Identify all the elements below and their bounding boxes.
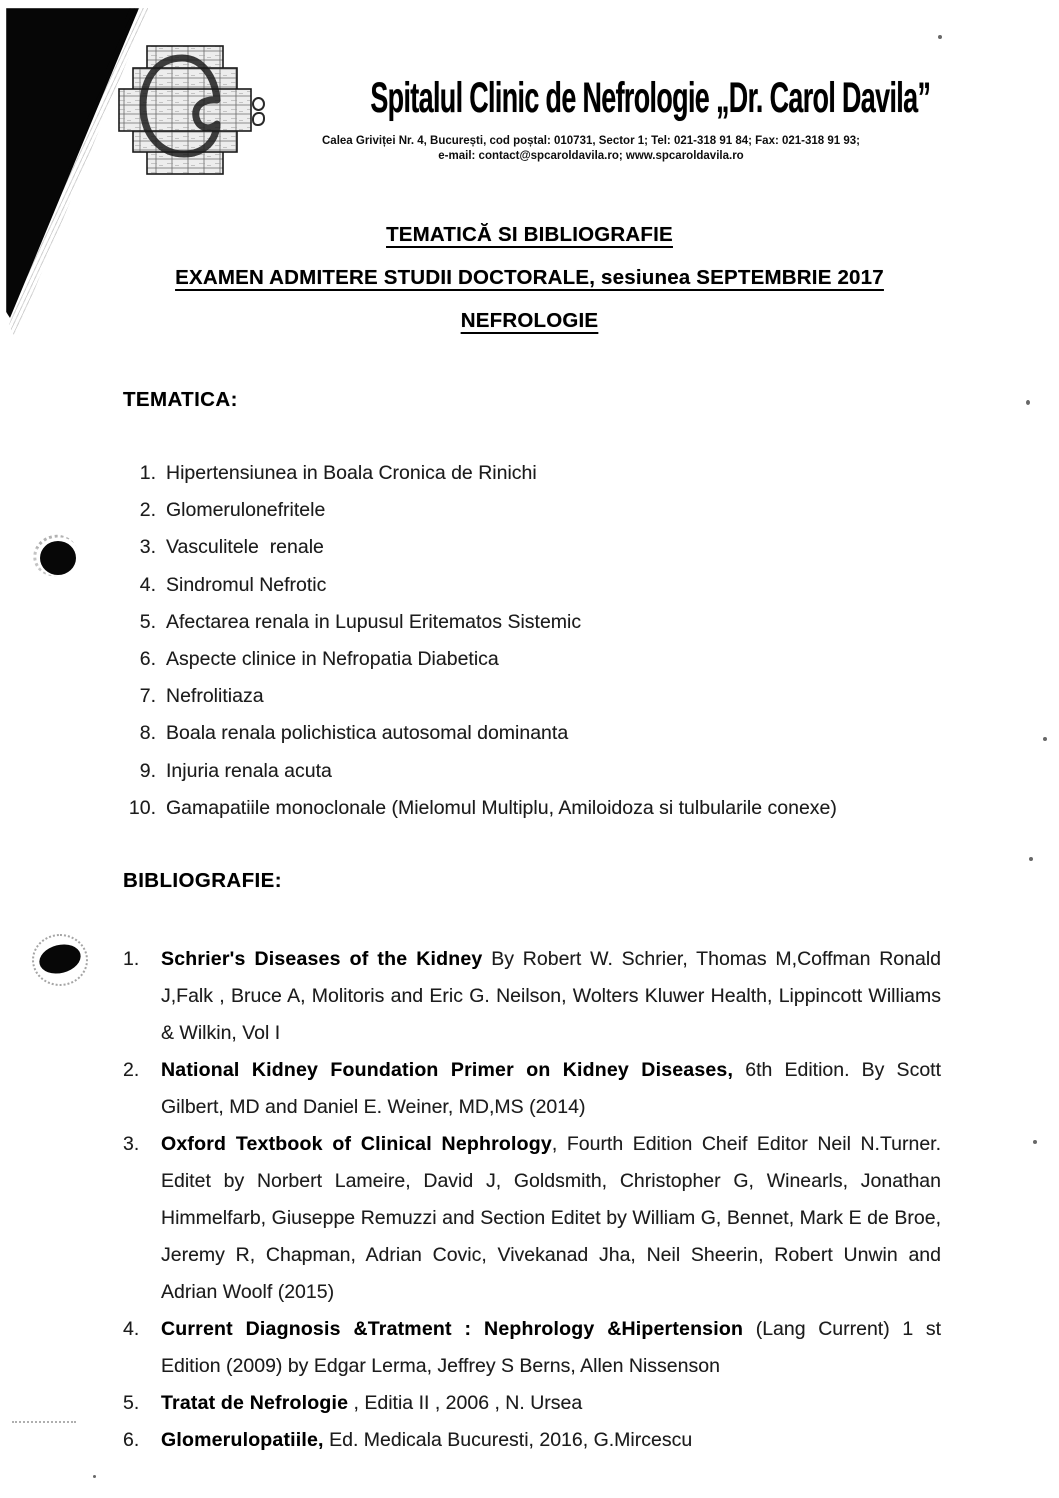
book-details: (Lang Current) 1 st Edition (2009) by Edgar Lerma, Jeffrey S Berns, Allen Nissenson bbox=[161, 1318, 941, 1377]
book-title: Glomerulopatiile, bbox=[161, 1429, 324, 1451]
item-number: 1. bbox=[123, 948, 140, 970]
ink-blot-artifact bbox=[32, 934, 88, 986]
address-line-1: Calea Griviței Nr. 4, București, cod poștal: 010731, Sector 1; Tel: 021-318 91 84; Fax: 021-318 91 93; bbox=[322, 135, 860, 147]
tematica-item bbox=[123, 609, 953, 646]
kidney-cross-icon bbox=[116, 42, 258, 178]
item-number: 4. bbox=[123, 1318, 140, 1340]
bibliografie-item bbox=[123, 1126, 941, 1311]
bibliografie-item bbox=[123, 1385, 941, 1422]
bibliografie-heading: BIBLIOGRAFIE: bbox=[123, 869, 282, 892]
item-text bbox=[161, 1052, 941, 1126]
scan-speck bbox=[1026, 400, 1030, 405]
item-text: Injuria renala acuta bbox=[166, 759, 332, 782]
item-text bbox=[161, 1126, 941, 1311]
book-details: , Fourth Edition Cheif Editor Neil N.Turner. Editet by Norbert Lameire, David J, Goldsmith, Christopher G, Winearls, Jonathan Himmelfarb, Giuseppe Remuzzi and Section Editet by William G, Bennet, Mark E de Broe, Jeremy R, Chapman, Adrian Covic, Vivekanad Jha, Neil Sheerin, Robert Unwin and Adrian Woolf (2015) bbox=[161, 1133, 941, 1303]
item-text: Hipertensiunea in Boala Cronica de Rinichi bbox=[166, 462, 537, 484]
bibliografie-item bbox=[123, 1052, 941, 1126]
bibliografie-item bbox=[123, 941, 941, 1052]
scan-speck bbox=[938, 35, 942, 39]
item-number: 6. bbox=[123, 1429, 140, 1451]
book-details: , Editia II , 2006 , N. Ursea bbox=[348, 1392, 583, 1414]
item-number: 3. bbox=[139, 536, 156, 559]
tematica-item bbox=[123, 683, 953, 720]
item-text bbox=[161, 1311, 941, 1385]
tematica-item bbox=[123, 572, 953, 609]
book-title: National Kidney Foundation Primer on Kidney Diseases, bbox=[161, 1059, 734, 1081]
bibliografie-item bbox=[123, 1422, 941, 1459]
item-number: 5. bbox=[139, 610, 156, 633]
hospital-address bbox=[238, 134, 944, 164]
item-number: 8. bbox=[139, 722, 156, 745]
item-text: Gamapatiile monoclonale (Mielomul Multiplu, Amiloidoza si tulbularile conexe) bbox=[166, 796, 837, 819]
bibliografie-item bbox=[123, 1311, 941, 1385]
item-text bbox=[161, 1422, 941, 1459]
book-details: Ed. Medicala Bucuresti, 2016, G.Mircescu bbox=[323, 1429, 693, 1451]
book-title: Tratat de Nefrologie bbox=[161, 1392, 349, 1414]
scan-speck bbox=[93, 1475, 96, 1478]
book-details: 6th Edition. By Scott Gilbert, MD and Daniel E. Weiner, MD,MS (2014) bbox=[161, 1059, 941, 1118]
book-details: By Robert W. Schrier, Thomas M,Coffman Ronald J,Falk , Bruce A, Molitoris and Eric G. Neilson, Wolters Kluwer Health, Lippincott Williams & Wilkin, Vol I bbox=[161, 948, 941, 1044]
tematica-item bbox=[123, 497, 953, 534]
item-text: Boala renala polichistica autosomal dominanta bbox=[166, 722, 569, 745]
tematica-heading: TEMATICA: bbox=[123, 388, 238, 411]
bibliografie-list bbox=[123, 941, 941, 1459]
scan-speck bbox=[1033, 1140, 1037, 1144]
item-number: 9. bbox=[139, 759, 156, 782]
ink-blot-artifact bbox=[40, 541, 76, 575]
doc-title-main: TEMATICĂ SI BIBLIOGRAFIE bbox=[386, 223, 673, 246]
item-text: Nefrolitiaza bbox=[166, 685, 264, 708]
doc-title-specialty: NEFROLOGIE bbox=[460, 309, 599, 332]
tematica-item bbox=[123, 720, 953, 757]
tematica-item bbox=[123, 646, 953, 683]
item-number: 1. bbox=[139, 462, 156, 484]
item-number: 5. bbox=[123, 1392, 140, 1414]
item-text: Aspecte clinice in Nefropatia Diabetica bbox=[166, 647, 499, 670]
hospital-name: Spitalul Clinic de Nefrologie „Dr. Carol Davila” bbox=[370, 74, 931, 122]
item-number: 10. bbox=[128, 796, 156, 819]
tematica-list bbox=[123, 460, 953, 832]
item-text: Afectarea renala in Lupusul Eritematos Sistemic bbox=[166, 610, 582, 633]
item-number: 6. bbox=[139, 647, 156, 670]
scan-speck bbox=[1029, 857, 1033, 861]
item-number: 2. bbox=[139, 499, 156, 522]
tematica-item bbox=[123, 758, 953, 795]
tematica-item bbox=[123, 795, 953, 832]
book-title: Current Diagnosis &Tratment : Nephrology &Hipertension bbox=[161, 1318, 744, 1340]
tematica-item bbox=[123, 534, 953, 571]
hospital-logo bbox=[116, 42, 258, 178]
tematica-item bbox=[123, 460, 953, 497]
item-number: 2. bbox=[123, 1059, 140, 1081]
item-text: Vasculitele renale bbox=[166, 536, 324, 559]
scan-speck bbox=[1043, 737, 1047, 741]
scan-dotted-artifact bbox=[12, 1421, 76, 1423]
book-title: Oxford Textbook of Clinical Nephrology bbox=[161, 1133, 552, 1155]
item-text bbox=[161, 1385, 941, 1422]
item-text: Sindromul Nefrotic bbox=[166, 573, 327, 596]
doc-title-exam: EXAMEN ADMITERE STUDII DOCTORALE, sesiunea SEPTEMBRIE 2017 bbox=[175, 266, 884, 289]
item-number: 4. bbox=[139, 573, 156, 596]
address-line-2: e-mail: contact@spcaroldavila.ro; www.spcaroldavila.ro bbox=[438, 150, 744, 162]
item-text bbox=[161, 941, 941, 1052]
book-title: Schrier's Diseases of the Kidney bbox=[161, 948, 483, 970]
item-number: 7. bbox=[139, 685, 156, 708]
item-number: 3. bbox=[123, 1133, 140, 1155]
item-text: Glomerulonefritele bbox=[166, 499, 326, 522]
